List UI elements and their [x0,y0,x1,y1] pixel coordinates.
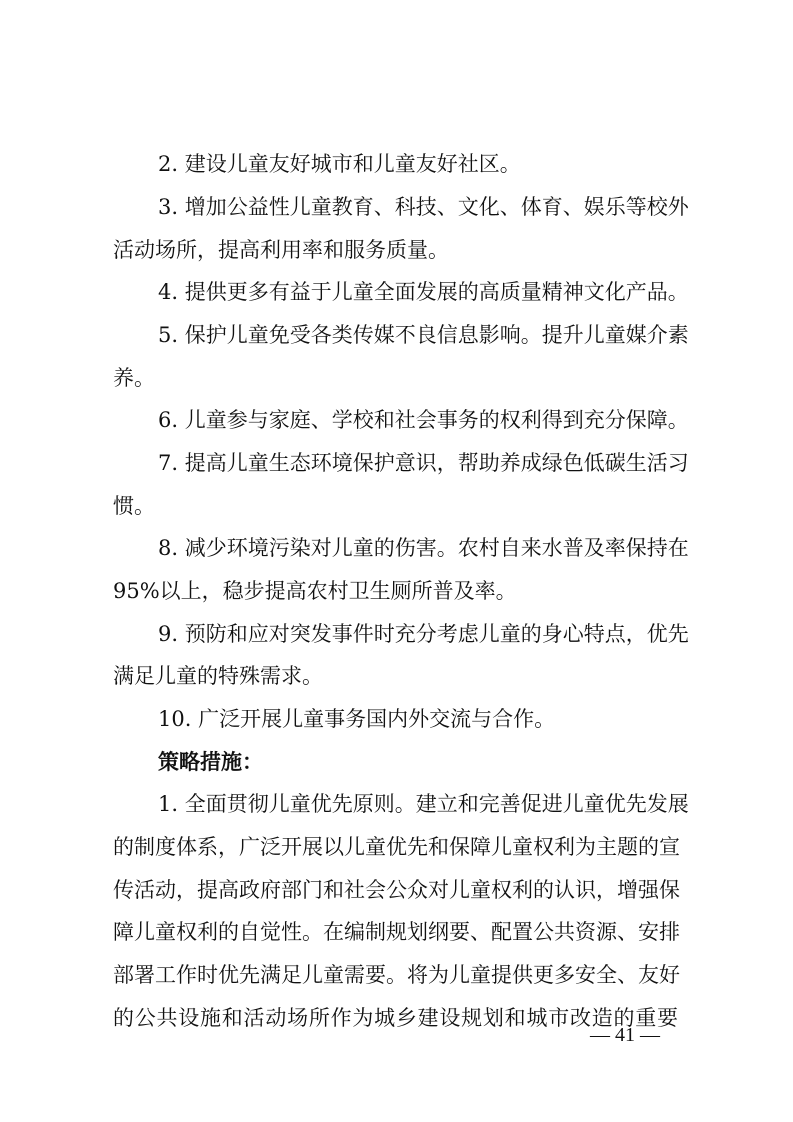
measure-1-line-4: 障儿童权利的自觉性。在编制规划纲要、配置公共资源、安排 [113,920,680,944]
section-heading: 策略措施： [158,750,263,774]
goal-10: 10. 广泛开展儿童事务国内外交流与合作。 [158,707,556,731]
goal-6: 6. 儿童参与家庭、学校和社会事务的权利得到充分保障。 [158,408,689,432]
goal-8-line-1: 8. 减少环境污染对儿童的伤害。农村自来水普及率保持在 [158,536,689,560]
goal-2: 2. 建设儿童友好城市和儿童友好社区。 [158,152,521,176]
page-number: — 41 — [590,1024,660,1046]
goal-3-line-1: 3. 增加公益性儿童教育、科技、文化、体育、娱乐等校外 [158,195,689,219]
goal-4: 4. 提供更多有益于儿童全面发展的高质量精神文化产品。 [158,280,689,304]
goal-9-line-1: 9. 预防和应对突发事件时充分考虑儿童的身心特点，优先 [158,622,689,646]
measure-1-line-5: 部署工作时优先满足儿童需要。将为儿童提供更多安全、友好 [113,963,680,987]
measure-1-line-1: 1. 全面贯彻儿童优先原则。建立和完善促进儿童优先发展 [158,792,689,816]
goal-7-line-2: 惯。 [113,494,155,518]
measure-1-line-3: 传活动，提高政府部门和社会公众对儿童权利的认识，增强保 [113,878,680,902]
goal-7-line-1: 7. 提高儿童生态环境保护意识，帮助养成绿色低碳生活习 [158,451,689,475]
goal-8-line-2: 95%以上，稳步提高农村卫生厕所普及率。 [113,579,517,603]
measure-1-line-6: 的公共设施和活动场所作为城乡建设规划和城市改造的重要 [113,1006,678,1030]
goal-5-line-2: 养。 [113,366,155,390]
goal-9-line-2: 满足儿童的特殊需求。 [113,664,323,688]
goal-3-line-2: 活动场所，提高利用率和服务质量。 [113,238,449,262]
measure-1-line-2: 的制度体系，广泛开展以儿童优先和保障儿童权利为主题的宣 [113,835,680,859]
goal-5-line-1: 5. 保护儿童免受各类传媒不良信息影响。提升儿童媒介素 [158,323,689,347]
